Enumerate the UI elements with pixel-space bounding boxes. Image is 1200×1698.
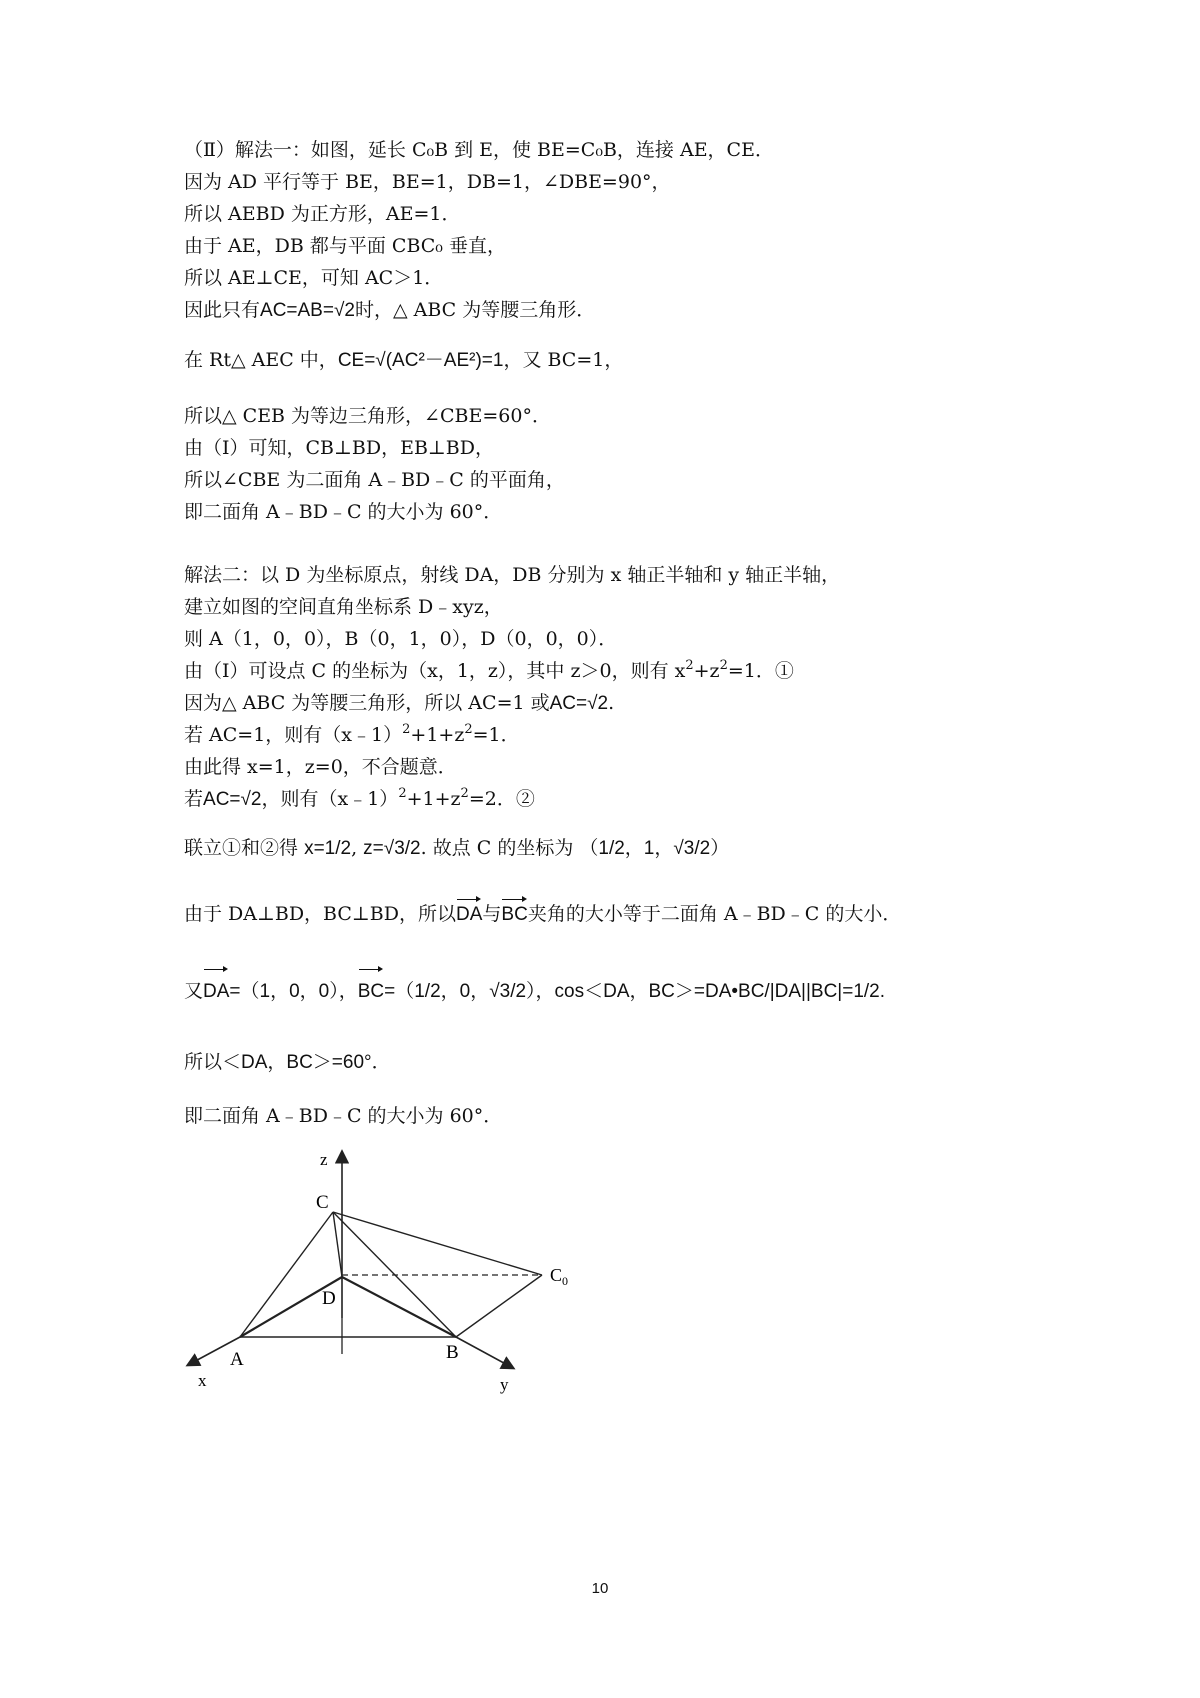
sol2-line-7: 由此得 x=1，z=0，不合题意．: [184, 756, 457, 778]
edge-cd: [333, 1212, 342, 1277]
sol1-line-7: 在 Rt△ AEC 中，CE=√(AC²－AE²)=1，又 BC=1，: [184, 349, 624, 371]
label-x: x: [198, 1371, 207, 1390]
vector-da-2: DA: [203, 968, 229, 1012]
label-c: C: [316, 1192, 329, 1213]
sol1-line-2: 因为 AD 平行等于 BE，BE=1，DB=1，∠DBE=90°，: [184, 171, 671, 193]
sol1-line-4: 由于 AE，DB 都与平面 CBC₀ 垂直，: [184, 235, 506, 257]
edge-ac: [240, 1212, 333, 1337]
page-number: 10: [591, 1580, 609, 1597]
vector-bc: BC: [501, 898, 527, 928]
label-z: z: [320, 1150, 328, 1169]
sol2-line-11: 又DA=（1，0，0），BC=（1/2，0，√3/2），cos＜DA，BC＞=DA•BC/|DA||BC|=1/2.: [184, 968, 885, 1012]
y-axis: [456, 1337, 513, 1368]
sol2-line-5: 因为△ ABC 为等腰三角形，所以 AC=1 或AC=√2.: [184, 692, 615, 714]
label-b: B: [446, 1342, 459, 1363]
formula-x-value: x=1/2: [304, 838, 352, 859]
formula-cos: =（1/2，0，√3/2），cos＜DA，BC＞=DA•BC/|DA||BC|=1/2.: [384, 981, 886, 1002]
sol2-line-4: 由（Ⅰ）可设点 C 的坐标为（x，1，z），其中 z＞0，则有 $x^2+z^2=1$．①: [184, 658, 794, 682]
sol1-line-9: 由（Ⅰ）可知，CB⊥BD，EB⊥BD，: [184, 437, 494, 459]
sol1-line-11: 即二面角 A﹣BD﹣C 的大小为 60°．: [184, 501, 503, 523]
label-y: y: [500, 1375, 509, 1394]
label-d: D: [322, 1288, 336, 1309]
sol1-line-6: 因此只有AC=AB=√2时，△ ABC 为等腰三角形．: [184, 299, 596, 321]
formula-ce: CE=√(AC²－AE²)=1: [337, 350, 504, 371]
edge-db: [342, 1277, 456, 1337]
vector-bc-2: BC: [358, 968, 384, 1012]
sol1-line-8: 所以△ CEB 为等边三角形，∠CBE=60°．: [184, 405, 551, 427]
label-a: A: [230, 1349, 244, 1370]
formula-ac-ab-sqrt2: AC=AB=√2: [260, 300, 355, 321]
vector-da: DA: [456, 898, 482, 928]
label-c0: $C_0$: [550, 1265, 569, 1288]
formula-c-coord: （1/2，1，√3/2）: [579, 838, 730, 859]
sol1-line-1: （Ⅱ）解法一：如图，延长 C₀B 到 E，使 BE=C₀B，连接 AE，CE．: [184, 139, 774, 161]
sol2-line-9: 联立①和②得 x=1/2, z=√3/2. 故点 C 的坐标为 （1/2，1，√3/2）: [184, 837, 730, 859]
edge-c0b: [456, 1275, 542, 1337]
sol2-line-12: [184, 1050, 391, 1076]
sol1-line-5: 所以 AE⊥CE，可知 AC＞1．: [184, 267, 444, 289]
sol2-line-13: 即二面角 A﹣BD﹣C 的大小为 60°．: [184, 1105, 503, 1127]
sol1-line-3: 所以 AEBD 为正方形，AE=1．: [184, 203, 461, 225]
sol1-line-10: 所以∠CBE 为二面角 A﹣BD﹣C 的平面角，: [184, 469, 565, 491]
formula-angle-result: 所以＜DA，BC＞=60°．: [184, 1052, 391, 1073]
formula-ac-sqrt2: AC=√2: [549, 693, 609, 714]
formula-z-value: z=√3/2: [363, 838, 421, 859]
geometry-figure: [170, 1140, 610, 1400]
sol2-line-10: 由于 DA⊥BD，BC⊥BD，所以DA与BC夹角的大小等于二面角 A﹣BD﹣C 的大小．: [184, 898, 901, 928]
sol2-line-1: 解法二：以 D 为坐标原点，射线 DA，DB 分别为 x 轴正半轴和 y 轴正半轴，: [184, 564, 841, 586]
sol2-line-6: 若 AC=1，则有$(x﹣1)^2+1+z^2=1$．: [184, 722, 520, 746]
sol2-line-3: 则 A（1，0，0），B（0，1，0），D（0，0，0）．: [184, 628, 618, 650]
sol2-line-8: 若AC=√2，则有$(x﹣1)^2+1+z^2=2$．②: [184, 786, 535, 810]
formula-ac-sqrt2-b: AC=√2: [203, 789, 262, 810]
sol2-line-2: 建立如图的空间直角坐标系 D﹣xyz，: [184, 596, 503, 618]
